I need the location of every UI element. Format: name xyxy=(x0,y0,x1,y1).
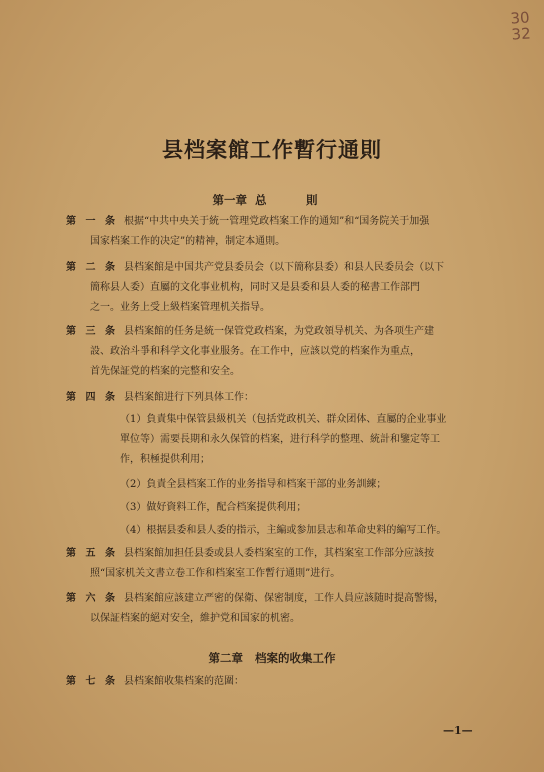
article-text: 根据“中共中央关于統一管理党政档案工作的通知”和“国务院关于加强 xyxy=(123,216,430,227)
article-text: 县档案館收集档案的范圍： xyxy=(123,676,244,687)
article-text: 县档案館的任务是統一保管党政档案，为党政領导机关、为各项生产建 xyxy=(123,326,434,337)
chapter-1-name: 总 則 xyxy=(255,193,332,207)
article-label: 第 五 条 xyxy=(66,548,118,559)
article-label: 第 七 条 xyxy=(66,676,118,687)
chapter-2-name: 档案的收集工作 xyxy=(255,651,336,665)
article-6 xyxy=(66,589,502,629)
article-1 xyxy=(66,212,502,252)
article-label: 第 三 条 xyxy=(66,326,118,337)
article-text-continued: 照“国家机关文書立卷工作和档案室工作暫行通則”进行。 xyxy=(90,568,341,579)
list-item-text: （3）做好資料工作，配合档案提供利用； xyxy=(120,502,307,513)
list-item-text: （2）負責全县档案工作的业务指导和档案干部的业务訓練； xyxy=(120,479,387,490)
list-item xyxy=(120,410,504,470)
article-text: 县档案館应該建立严密的保衛、保密制度，工作人員应該随时提高警惕， xyxy=(123,593,444,604)
article-text: 县档案館加担任县委或县人委档案室的工作，其档案室工作部分应該按 xyxy=(123,548,434,559)
article-text-continued: 以保証档案的絕对安全，維护党和国家的机密。 xyxy=(90,613,300,624)
list-item-text: （1）負責集中保管县級机关（包括党政机关、群众团体、直屬的企业事业 xyxy=(120,414,447,425)
chapter-1-number: 第一章 xyxy=(212,193,247,207)
article-text-continued: 之一。业务上受上級档案管理机关指导。 xyxy=(90,302,270,313)
article-label: 第 二 条 xyxy=(66,262,118,273)
document-title: 县档案館工作暫行通則 xyxy=(162,137,382,162)
article-label: 第 四 条 xyxy=(66,392,118,403)
article-7 xyxy=(66,672,502,692)
article-text-continued: 首先保証党的档案的完整和安全。 xyxy=(90,366,240,377)
article-text: 县档案館进行下列具体工作： xyxy=(123,392,254,403)
article-5 xyxy=(66,544,502,584)
list-item-text-continued: 作，积極提供利用； xyxy=(120,454,210,465)
handwritten-page-note xyxy=(510,9,531,42)
handwritten-number-1: 30 xyxy=(509,8,531,28)
article-text: 县档案館是中国共产党县委员会（以下簡称县委）和县人民委员会（以下 xyxy=(123,262,444,273)
article-4 xyxy=(66,388,502,408)
article-label: 第 六 条 xyxy=(66,593,118,604)
article-text-continued: 簡称县人委）直屬的文化事业机构，同时又是县委和县人委的秘書工作部門 xyxy=(90,282,420,293)
article-2 xyxy=(66,258,502,318)
handwritten-number-2: 32 xyxy=(510,24,532,44)
chapter-2-heading xyxy=(0,650,544,666)
page-number: —1— xyxy=(443,724,473,737)
list-item xyxy=(120,498,504,518)
list-item xyxy=(120,521,504,541)
article-text-continued: 国家档案工作的决定”的精神，制定本通則。 xyxy=(90,236,286,247)
list-item xyxy=(120,475,504,495)
list-item-text: （4）根据县委和县人委的指示，主編或参加县志和革命史料的編写工作。 xyxy=(120,525,447,536)
article-3 xyxy=(66,322,502,382)
list-item-text-continued: 單位等）需要長期和永久保管的档案，进行科学的整理、統計和鑒定等工 xyxy=(120,434,440,445)
article-label: 第 一 条 xyxy=(66,216,118,227)
chapter-1-heading xyxy=(0,192,544,208)
chapter-2-number: 第二章 xyxy=(208,651,243,665)
article-text-continued: 設、政治斗爭和科学文化事业服务。在工作中，应該以党的档案作为重点， xyxy=(90,346,420,357)
